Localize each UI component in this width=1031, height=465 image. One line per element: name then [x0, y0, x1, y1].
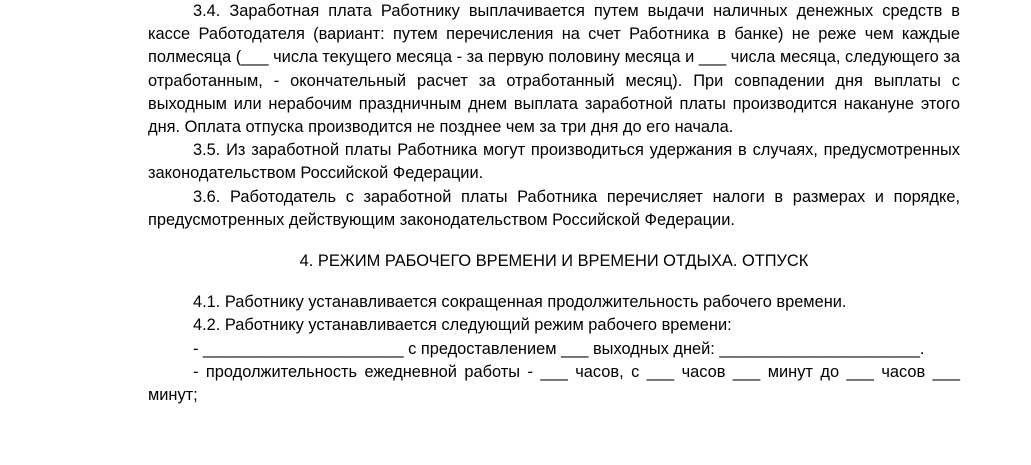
- paragraph-3-4: 3.4. Заработная плата Работнику выплачивается путем выдачи наличных денежных средств в кассе Работодателя (вариант: путем перечисления на счет Работника в банке) не реже чем каждые полмесяца (___ числа текущего месяца - за первую половину месяца и ___ числа месяца, следующего за отработанным, - окончательный расчет за отработанный месяц). При совпадении дня выплаты с выходным или нерабочим праздничным днем выплата заработной платы производится накануне этого дня. Оплата отпуска производится не позднее чем за три дня до его начала.: [148, 2, 960, 137]
- document-page: [148, 0, 960, 407]
- section-4-heading: 4. РЕЖИМ РАБОЧЕГО ВРЕМЕНИ И ВРЕМЕНИ ОТДЫХА. ОТПУСК: [299, 252, 809, 271]
- schedule-item-1: - ______________________ с предоставлением ___ выходных дней: ______________________.: [193, 339, 925, 358]
- paragraph-3-6: 3.6. Работодатель с заработной платы Работника перечисляет налоги в размерах и порядке, предусмотренных действующим законодательством Российской Федерации.: [148, 187, 960, 229]
- paragraph-4-2: 4.2. Работнику устанавливается следующий режим рабочего времени:: [193, 316, 732, 335]
- paragraph-3-5: 3.5. Из заработной платы Работника могут производиться удержания в случаях, предусмотренных законодательством Российской Федерации.: [148, 141, 960, 183]
- paragraph-4-1: 4.1. Работнику устанавливается сокращенная продолжительность рабочего времени.: [193, 293, 847, 312]
- schedule-item-2: - продолжительность ежедневной работы - ___ часов, с ___ часов ___ минут до ___ часов ___ минут;: [148, 362, 960, 405]
